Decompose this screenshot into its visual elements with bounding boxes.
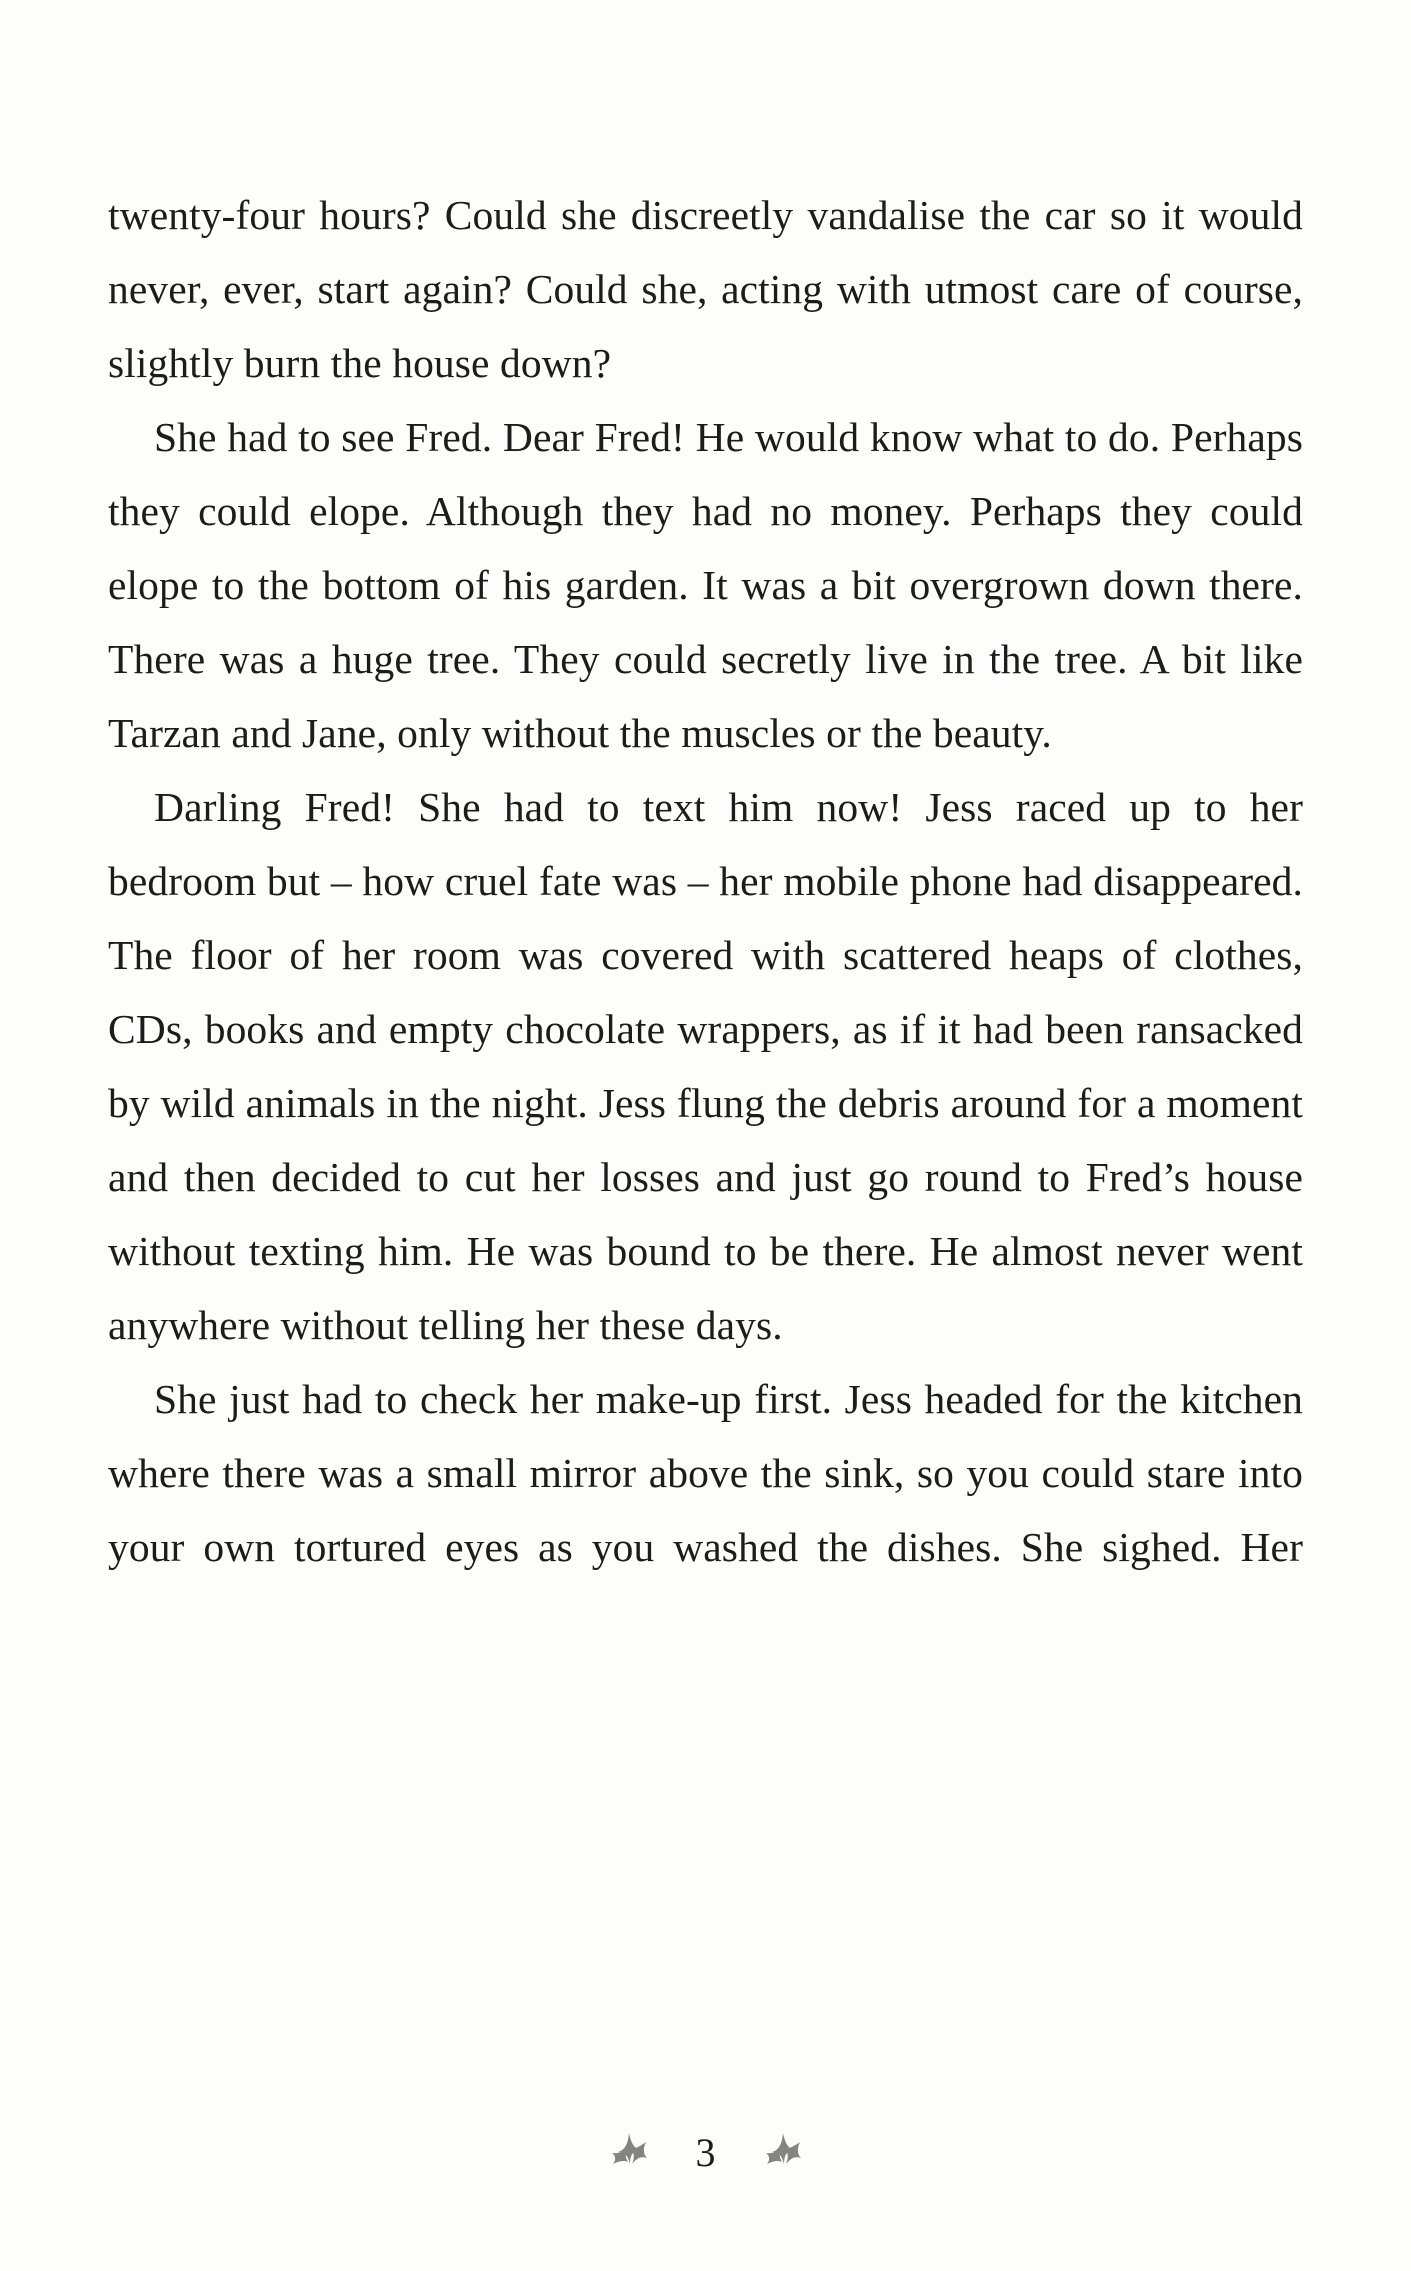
paragraph-3: Darling Fred! She had to text him now! Jess raced up to her bedroom but – how cruel fate was – her mobile phone had disappeared. The floor of her room was covered with scattered heaps of clothes, CDs, books and empty chocolate wrappers, as if it had been ransacked by wild animals in the night. Jess flung the debris around for a moment and then decided to cut her losses and just go round to Fred’s house without texting him. He was bound to be there. He almost never went anywhere without telling her these days.	[108, 784, 1303, 1348]
star-flower-ornament-right-icon	[760, 2130, 806, 2176]
paragraph-2: She had to see Fred. Dear Fred! He would know what to do. Perhaps they could elope. Although they had no money. Perhaps they could elope to the bottom of his garden. It was a bit overgrown down there. There was a huge tree. They could secretly live in the tree. A bit like Tarzan and Jane, only without the muscles or the beauty.	[108, 414, 1303, 756]
page-text-column	[108, 178, 1303, 1658]
paragraph-1: twenty-four hours? Could she discreetly vandalise the car so it would never, ever, start again? Could she, acting with utmost care of course, slightly burn the house down?	[108, 192, 1303, 386]
page-footer	[0, 2130, 1411, 2176]
star-flower-ornament-left-icon	[606, 2130, 652, 2176]
paragraph-4: She just had to check her make-up first. Jess headed for the kitchen where there was a small mirror above the sink, so you could stare into your own tortured eyes as you washed the dishes. She sighed. Her	[108, 1376, 1303, 1570]
page-number: 3	[695, 2130, 716, 2175]
